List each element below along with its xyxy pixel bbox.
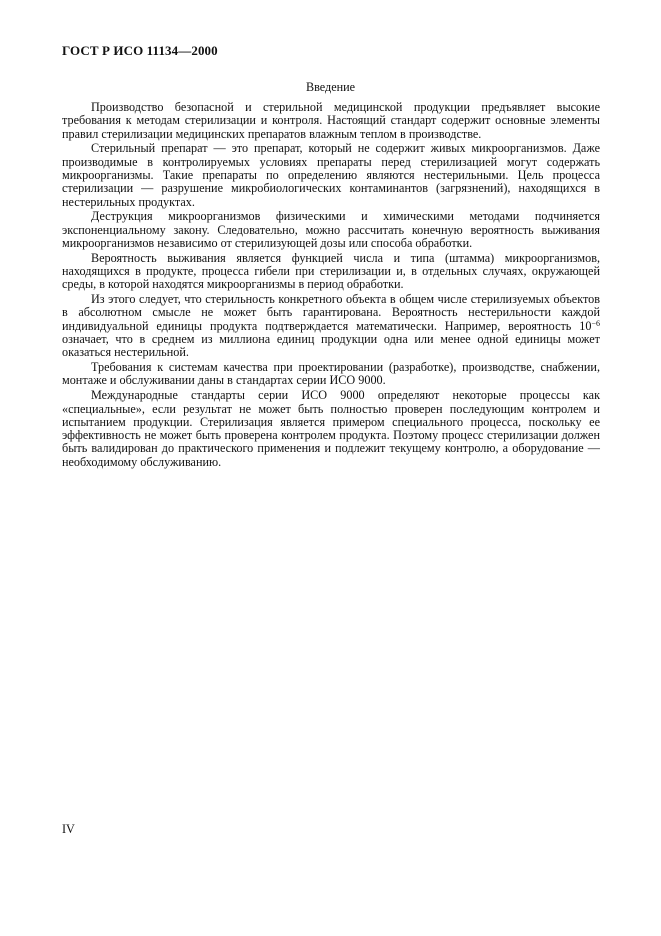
paragraph: Производство безопасной и стерильной медицинской продукции предъявляет высокие требования к методам стерилизации и контроля. Настоящий стандарт содержит основные элементы правил стерилизации медицинских препаратов влажным теплом в производстве. (62, 100, 600, 141)
probability-text-after: означает, что в среднем из миллиона единиц продукции одна или менее одной единицы может оказаться нестерильной. (62, 332, 600, 360)
body-text (62, 101, 600, 471)
probability-exponent: −6 (591, 318, 600, 328)
probability-text-before: Из этого следует, что стерильность конкретного объекта в общем числе стерилизуемых объектов в абсолютном смысле не может быть гарантирована. Вероятность нестерильности каждой индивидуальной единицы продукта подтверждается математически. Например, вероятность 10 (62, 292, 600, 333)
paragraph-probability (62, 293, 600, 359)
paragraph: Требования к системам качества при проектировании (разработке), производстве, снабжении, монтаже и обслуживании даны в стандартах серии ИСО 9000. (62, 360, 600, 388)
document-code: ГОСТ Р ИСО 11134—2000 (62, 43, 218, 58)
section-title: Введение (305, 80, 356, 94)
paragraph: Деструкция микроорганизмов физическими и химическими методами подчиняется экспоненциальному закону. Следовательно, можно рассчитать конечную вероятность выживания микроорганизмов независимо от стерилизующей дозы или способа обработки. (62, 209, 600, 250)
page-number: IV (62, 822, 75, 836)
paragraph: Стерильный препарат — это препарат, который не содержит живых микроорганизмов. Даже производимые в контролируемых условиях препараты перед стерилизацией могут содержать микроорганизмы. Такие препараты по определению являются нестерильными. Цель процесса стерилизации — разрушение микробиологических контаминантов (загрязнений), находящихся в нестерильных продуктах. (62, 141, 600, 209)
paragraph: Международные стандарты серии ИСО 9000 определяют некоторые процессы как «специальные», если результат не может быть полностью проверен последующим контролем и испытанием продукции. Стерилизация является примером специального процесса, поскольку ее эффективность не может быть проверена контролем продукта. Поэтому процесс стерилизации должен быть валидирован до практического применения и подлежит текущему контролю, а оборудование — необходимому обслуживанию. (62, 388, 600, 469)
paragraph: Вероятность выживания является функцией числа и типа (штамма) микроорганизмов, находящихся в продукте, процесса гибели при стерилизации и, в отдельных случаях, окружающей среды, в которой находятся микроорганизмы в период обработки. (62, 250, 600, 292)
